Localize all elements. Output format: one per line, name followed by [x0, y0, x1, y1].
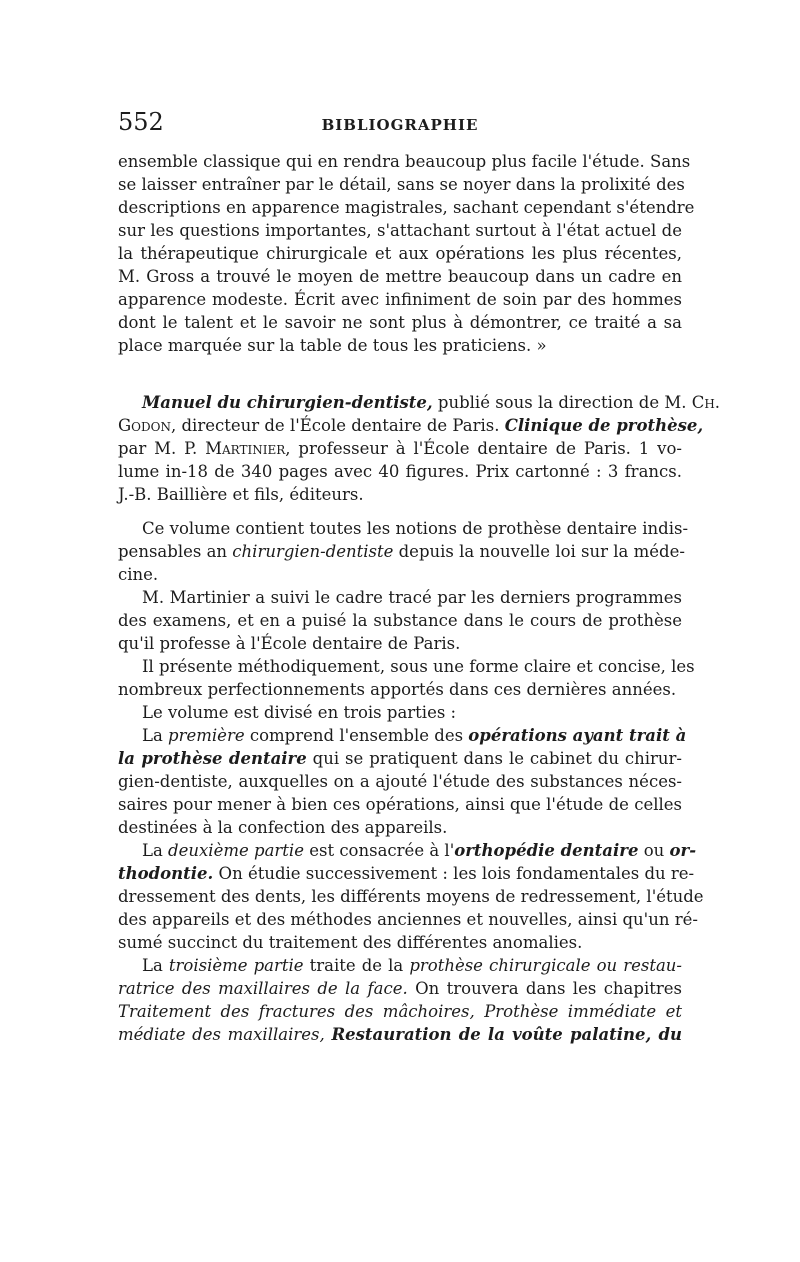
- text-line: apparence modeste. Écrit avec infiniment de soin par des hommes: [118, 290, 682, 309]
- text-line: la prothèse dentaire qui se pratiquent dans le cabinet du chirur-: [118, 749, 682, 768]
- page-number: 552: [118, 108, 164, 136]
- text-line: Manuel du chirurgien-dentiste, publié sous la direction de M. Ch.: [142, 393, 721, 412]
- text-line: nombreux perfectionnements apportés dans ces dernières années.: [118, 680, 677, 699]
- text-line: qu'il professe à l'École dentaire de Paris.: [118, 634, 461, 653]
- text-line: thodontie. On étudie successivement : les lois fondamentales du re-: [118, 864, 695, 883]
- text-line: dressement des dents, les différents moyens de redressement, l'étude: [118, 887, 704, 906]
- text-line: La troisième partie traite de la prothèse chirurgicale ou restau-: [142, 956, 683, 975]
- text-line: saires pour mener à bien ces opérations, ainsi que l'étude de celles: [118, 795, 682, 814]
- text-line: La deuxième partie est consacrée à l'orthopédie dentaire ou or-: [142, 841, 697, 860]
- text-line: la thérapeutique chirurgicale et aux opérations les plus récentes,: [118, 244, 682, 263]
- running-title: BIBLIOGRAPHIE: [321, 116, 479, 134]
- text-line: Traitement des fractures des mâchoires, Prothèse immédiate et: [118, 1002, 683, 1021]
- text-line: ensemble classique qui en rendra beaucoup plus facile l'étude. Sans: [118, 152, 691, 171]
- review: [118, 517, 704, 1046]
- quote-paragraph: [118, 150, 695, 357]
- text-line: descriptions en apparence magistrales, sachant cependant s'étendre: [118, 198, 695, 217]
- text-line: lume in-18 de 340 pages avec 40 figures. Prix cartonné : 3 francs.: [118, 462, 682, 481]
- text-line: sur les questions importantes, s'attachant surtout à l'état actuel de: [118, 221, 682, 240]
- text-line: se laisser entraîner par le détail, sans se noyer dans la prolixité des: [118, 175, 685, 194]
- text-line: des appareils et des méthodes anciennes et nouvelles, ainsi qu'un ré-: [118, 910, 698, 929]
- text-line: gien-dentiste, auxquelles on a ajouté l'étude des substances néces-: [118, 772, 682, 791]
- author-name: Martinier,: [205, 439, 291, 458]
- text-line: sumé succinct du traitement des différentes anomalies.: [118, 933, 583, 952]
- editor-name: Godon,: [118, 416, 177, 435]
- bibliographic-entry: [118, 391, 721, 506]
- text-line: M. Gross a trouvé le moyen de mettre beaucoup dans un cadre en: [118, 267, 682, 286]
- page-header: [118, 108, 682, 138]
- book-title: Manuel du chirurgien-dentiste,: [142, 393, 433, 412]
- body-text: [118, 150, 721, 1046]
- text-line: destinées à la confection des appareils.: [118, 818, 448, 837]
- book-subtitle: Clinique de prothèse,: [504, 416, 704, 435]
- text-line: Ce volume contient toutes les notions de prothèse dentaire indis-: [142, 519, 689, 538]
- text-line: Le volume est divisé en trois parties :: [142, 703, 457, 722]
- text-line: cine.: [118, 565, 159, 584]
- text-line: La première comprend l'ensemble des opérations ayant trait à: [142, 726, 687, 745]
- text-line: médiate des maxillaires, Restauration de la voûte palatine, du: [118, 1025, 682, 1044]
- editor-initials: Ch.: [691, 393, 721, 412]
- text-line: dont le talent et le savoir ne sont plus à démontrer, ce traité a sa: [118, 313, 682, 332]
- text-line: M. Martinier a suivi le cadre tracé par les derniers programmes: [142, 588, 682, 607]
- text-line: Godon, directeur de l'École dentaire de Paris. Clinique de prothèse,: [118, 416, 704, 435]
- publisher-line: J.-B. Baillière et fils, éditeurs.: [118, 485, 364, 504]
- text-line: pensables an chirurgien-dentiste depuis la nouvelle loi sur la méde-: [118, 542, 685, 561]
- text-line: des examens, et en a puisé la substance dans le cours de prothèse: [118, 611, 682, 630]
- text-line: ratrice des maxillaires de la face. On trouvera dans les chapitres: [118, 979, 682, 998]
- text-line: place marquée sur la table de tous les praticiens. »: [118, 336, 547, 355]
- text-line: par M. P. Martinier, professeur à l'École dentaire de Paris. 1 vo-: [118, 439, 682, 458]
- text-line: Il présente méthodiquement, sous une forme claire et concise, les: [142, 657, 695, 676]
